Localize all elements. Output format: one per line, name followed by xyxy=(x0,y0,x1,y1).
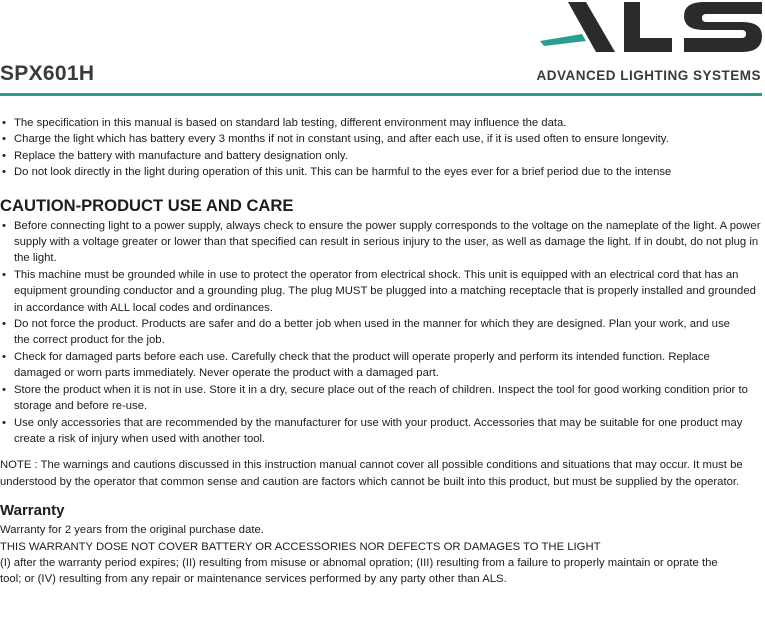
caution-bullet: • This machine must be grounded while in use to protect the operator from electrical shock. This unit is equipped with an electrical cord that has an equipment grounding conductor and a grounding plug. The plug MUST be plugged into a matching receptacle that is properly installed and grounded in accordance with ALL local codes and ordinances. xyxy=(0,267,759,316)
model-number: SPX601H xyxy=(0,62,95,85)
caution-bullet: • Do not force the product. Products are safer and do a better job when used in the manner for which they are designed. Plan your work, and use the correct product for the job. xyxy=(0,316,744,349)
logo-s-mark xyxy=(684,2,762,52)
caution-bullet: • Check for damaged parts before each use. Carefully check that the product will operate properly and perform its intended function. Replace damaged or worn parts immediately. Never operate the product with a damaged part. xyxy=(0,349,754,382)
intro-bullet-list xyxy=(0,115,765,181)
note-paragraph: NOTE : The warnings and cautions discussed in this instruction manual cannot cover all possible conditions and situations that may occur. It must be understood by the operator that common sense and caution are factors which cannot be built into this product, but must be supplied by the operator. xyxy=(0,459,743,488)
caution-bullet: • Use only accessories that are recommended by the manufacturer for use with your product. Accessories that may be suitable for one product may create a risk of injury when used with another tool. xyxy=(0,415,765,448)
logo-a-mark xyxy=(540,2,615,52)
intro-bullet: • The specification in this manual is based on standard lab testing, different environment may influence the data. xyxy=(0,115,765,131)
caution-heading: CAUTION-PRODUCT USE AND CARE xyxy=(0,195,294,215)
logo-l-mark xyxy=(624,2,672,52)
header-divider xyxy=(0,93,762,96)
als-logo xyxy=(536,0,765,56)
caution-bullet-list xyxy=(0,218,765,448)
caution-bullet: • Store the product when it is not in use. Store it in a dry, secure place out of the reach of children. Inspect the tool for good working condition prior to storage and before re-use. xyxy=(0,382,754,415)
intro-bullet: • Charge the light which has battery every 3 months if not in constant using, and after each use, if it is used often to ensure longevity. xyxy=(0,131,704,147)
warranty-exclusion-conditions: (I) after the warranty period expires; (II) resulting from misuse or abnomal opration; (III) resulting from a failure to properly maintain or oprate the tool; or (IV) resulting from any repair or maintenance services performed by any party other than ALS. xyxy=(0,556,718,586)
manual-body xyxy=(0,115,765,588)
warranty-heading: Warranty xyxy=(0,502,65,520)
intro-bullet: • Do not look directly in the light during operation of this unit. This can be harmful to the eyes ever for a brief period due to the intense xyxy=(0,164,765,180)
warranty-term: Warranty for 2 years from the original purchase date. xyxy=(0,524,264,537)
intro-bullet: • Replace the battery with manufacture and battery designation only. xyxy=(0,148,765,164)
brand-tagline: ADVANCED LIGHTING SYSTEMS xyxy=(536,68,761,83)
warranty-exclusion-notice: THIS WARRANTY DOSE NOT COVER BATTERY OR ACCESSORIES NOR DEFECTS OR DAMAGES TO THE LIGHT xyxy=(0,540,601,553)
caution-bullet: • Before connecting light to a power supply, always check to ensure the power supply corresponds to the voltage on the nameplate of the light. A power supply with a voltage greater or lower than that specified can result in serious injury to the user, as well as damage the light. If in doubt, do not plug in the light. xyxy=(0,218,765,267)
